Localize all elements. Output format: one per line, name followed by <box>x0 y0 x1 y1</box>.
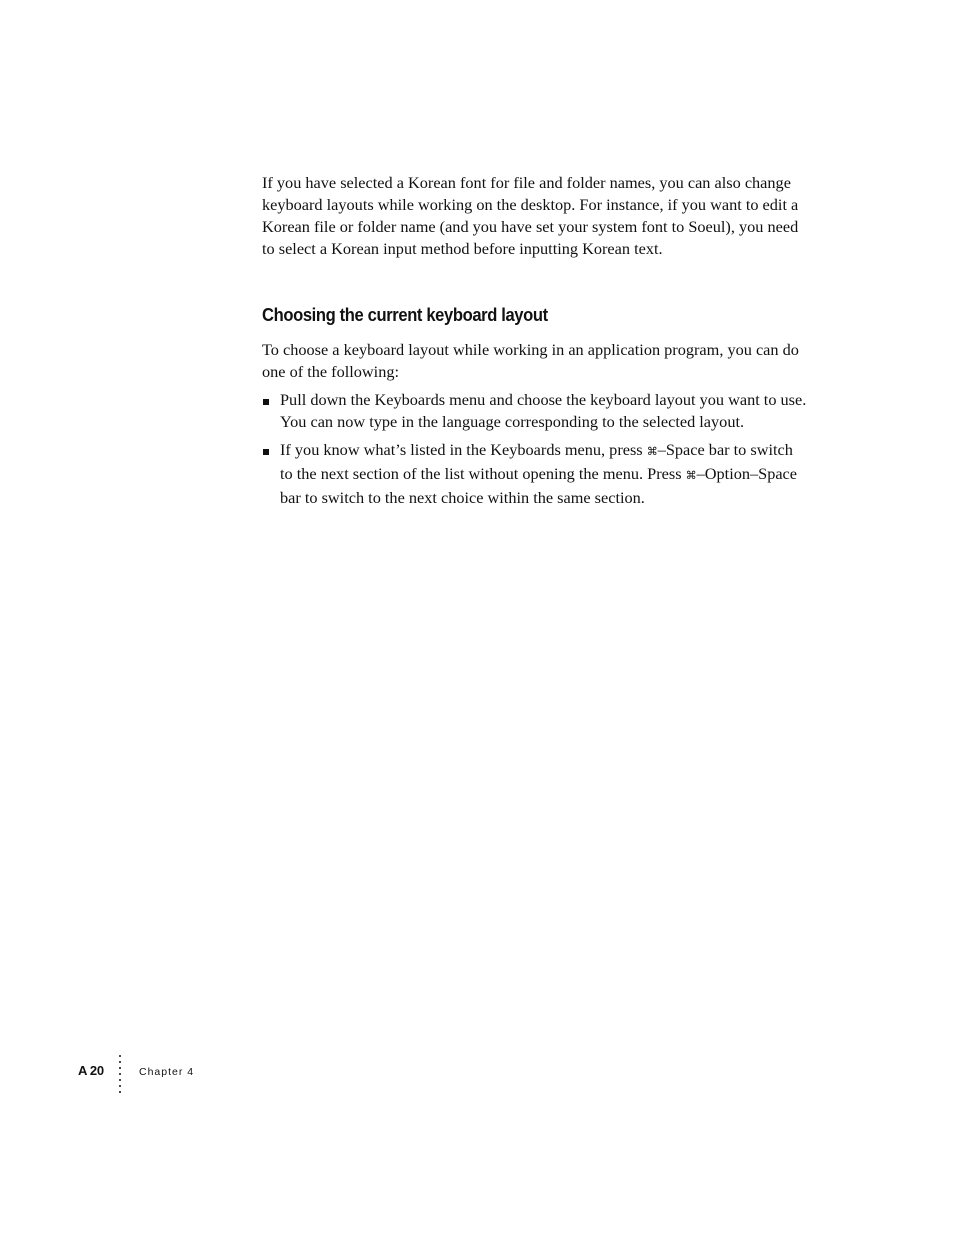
bullet-list <box>262 389 807 515</box>
square-bullet-icon <box>263 399 269 405</box>
command-key-icon: ⌘ <box>646 446 658 458</box>
bullet-text: Pull down the Keyboards menu and choose the keyboard layout you want to use. You can now type in the language corresponding to the selected layout. <box>280 390 807 431</box>
intro-paragraph: If you have selected a Korean font for file and folder names, you can also change keyboard layouts while working on the desktop. For instance, if you want to edit a Korean file or folder name (and you have set your system font to Soeul), you need to select a Korean input method before inputting Korean text. <box>262 173 799 258</box>
bullet-text-part: If you know what’s listed in the Keyboards menu, press <box>280 440 647 459</box>
section-intro-paragraph: To choose a keyboard layout while working in an application program, you can do one of the following: <box>262 340 799 381</box>
dotted-separator <box>119 1055 123 1095</box>
bullet-text-part: –Option–Space bar to switch to the next choice within the same section. <box>280 464 798 507</box>
bullet-item <box>262 389 807 433</box>
bullet-text-part: –Space bar to switch to the next section of the list without opening the menu. Press <box>280 440 793 483</box>
section-heading: Choosing the current keyboard layout <box>262 305 548 325</box>
command-key-icon: ⌘ <box>685 470 697 482</box>
page-number: A 20 <box>78 1063 104 1078</box>
square-bullet-icon <box>263 449 269 455</box>
chapter-label: Chapter 4 <box>139 1066 195 1078</box>
bullet-item <box>262 439 807 509</box>
